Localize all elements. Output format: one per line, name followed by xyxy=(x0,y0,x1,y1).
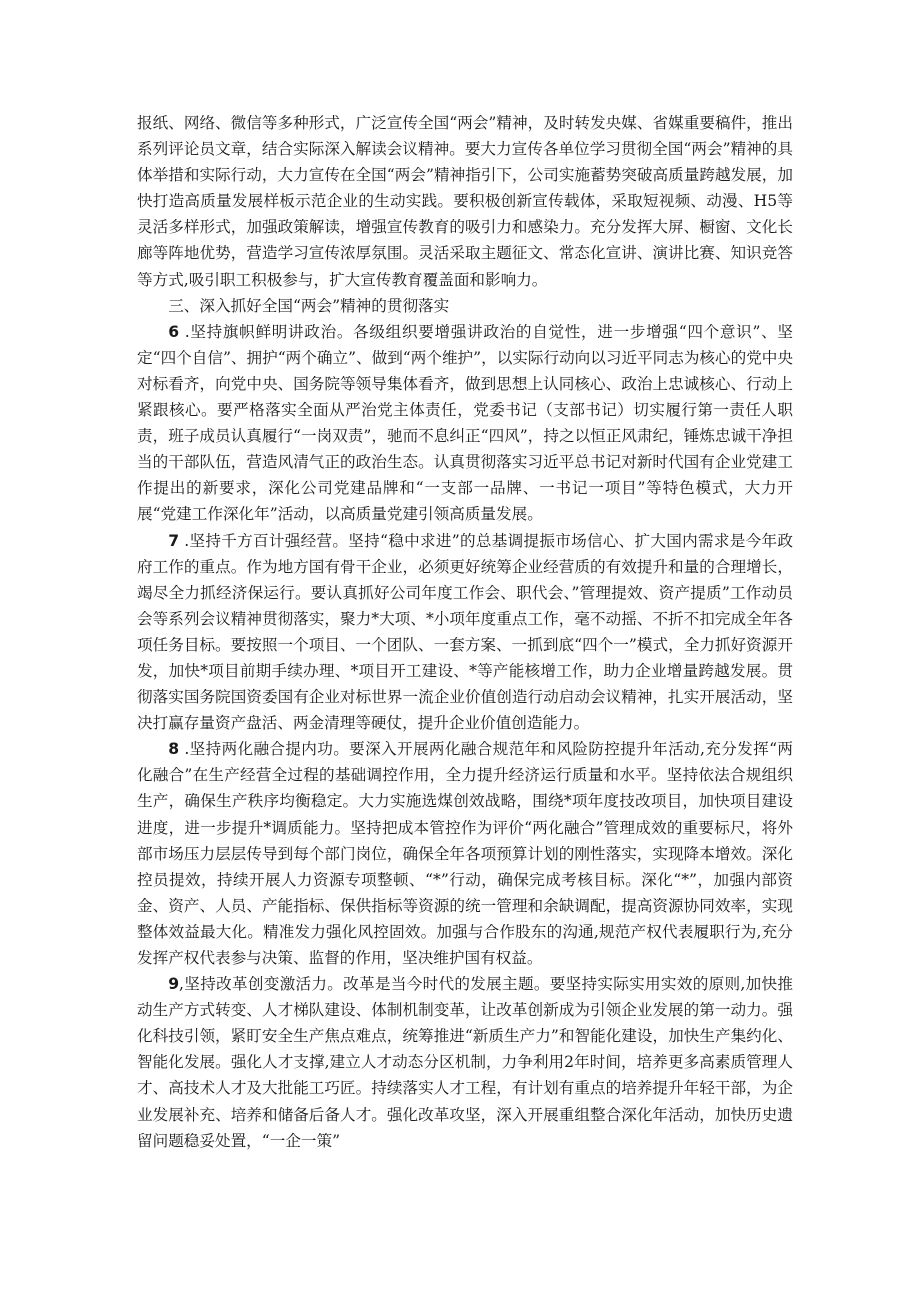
item-number-punct: . xyxy=(179,740,190,759)
item-number-punct: . xyxy=(179,531,190,550)
item-number-punct: , xyxy=(179,975,185,994)
list-item-7 xyxy=(137,528,793,737)
item-number: 9 xyxy=(168,975,180,994)
item-number-punct: . xyxy=(179,322,190,341)
item-text: 坚持两化融合提内功。要深入开展两化融合规范年和风险防控提升年活动,充分发挥“两化融合”在生产经营全过程的基础调控作用，全力提升经济运行质量和水平。坚持依法合规组织生产，确保生产秩序均衡稳定。大力实施选煤创效战略，围绕*项年度技改项目，加快项目建设进度，进一步提升*调质能力。坚持把成本管控作为评价“两化融合”管理成效的重要标尺，将外部市场压力层层传导到每个部门岗位，确保全年各项预算计划的刚性落实，实现降本增效。深化控员提效，持续开展人力资源专项整顿、“*”行动，确保完成考核目标。深化“*”，加强内部资金、资产、人员、产能指标、保供指标等资源的统一管理和余缺调配，提高资源协同效率，实现整体效益最大化。精准发力强化风控固效。加强与合作股东的沟通,规范产权代表履职行为,充分发挥产权代表参与决策、监督的作用，坚决维护国有权益。 xyxy=(137,740,793,967)
section-heading: 三、深入抓好全国“两会”精神的贯彻落实 xyxy=(168,296,450,315)
paragraph-continuation: 报纸、网络、微信等多种形式，广泛宣传全国“两会”精神，及时转发央媒、省媒重要稿件，推出系列评论员文章，结合实际深入解读会议精神。要大力宣传各单位学习贯彻全国“两会”精神的具体举措和实际行动，大力宣传在全国“两会”精神指引下，公司实施蓄势突破高质量跨越发展，加快打造高质量发展样板示范企业的生动实践。要积极创新宣传载体，采取短视频、动漫、H5等灵活多样形式，加强政策解读，增强宣传教育的吸引力和感染力。充分发挥大屏、橱窗、文化长廊等阵地优势，营造学习宣传浓厚氛围。灵活采取主题征文、常态化宣讲、演讲比赛、知识竞答等方式,吸引职工积极参与，扩大宣传教育覆盖面和影响力。 xyxy=(137,114,793,289)
item-text: 坚持千方百计强经营。坚持“稳中求进”的总基调提振市场信心、扩大国内需求是今年政府工作的重点。作为地方国有骨干企业，必须更好统筹企业经营质的有效提升和量的合理增长，竭尽全力抓经济保运行。要认真抓好公司年度工作会、职代会、”管理提效、资产提质”工作动员会等系列会议精神贯彻落实，聚力*大项、*小项年度重点工作，毫不动摇、不折不扣完成全年各项任务目标。要按照一个项目、一个团队、一套方案、一抓到底“四个一”模式，全力抓好资源开发，加快*项目前期手续办理、*项目开工建设、*等产能核增工作，助力企业增量跨越发展。贯彻落实国务院国资委国有企业对标世界一流企业价值创造行动启动会议精神，扎实开展活动，坚决打赢存量资产盘活、两金清理等硬仗，提升企业价值创造能力。 xyxy=(137,531,793,733)
item-text: 坚持旗帜鲜明讲政治。各级组织要增强讲政治的自觉性，进一步增强“四个意识”、坚定“四个自信”、拥护“两个确立”、做到“两个维护”，以实际行动向以习近平同志为核心的党中央对标看齐，向党中央、国务院等领导集体看齐，做到思想上认同核心、政治上忠诚核心、行动上紧跟核心。要严格落实全面从严治党主体责任，党委书记（支部书记）切实履行第一责任人职责，班子成员认真履行“一岗双责”，驰而不息纠正“四风”，持之以恒正风肃纪，锤炼忠诚干净担当的干部队伍，营造风清气正的政治生态。认真贯彻落实习近平总书记对新时代国有企业党建工作提出的新要求，深化公司党建品牌和“一支部一品牌、一书记一项目”等特色模式，大力开展“党建工作深化年”活动，以高质量党建引领高质量发展。 xyxy=(137,322,793,524)
item-text: 坚持改革创变激活力。改革是当今时代的发展主题。要坚持实际实用实效的原则,加快推动生产方式转变、人才梯队建设、体制机制变革，让改革创新成为引领企业发展的第一动力。强化科技引领，紧盯安全生产焦点难点，统筹推进“新质生产力”和智能化建设，加快生产集约化、智能化发展。强化人才支撑,建立人才动态分区机制，力争利用2年时间，培养更多高素质管理人才、高技术人才及大批能工巧匠。持续落实人才工程，有计划有重点的培养提升年轻干部，为企业发展补充、培养和储备后备人才。强化改革攻坚，深入开展重组整合深化年活动，加快历史遗留问题稳妥处置，“一企一策” xyxy=(137,975,793,1150)
list-item-9 xyxy=(137,971,793,1154)
list-item-6 xyxy=(137,319,793,528)
list-item-8 xyxy=(137,736,793,971)
item-number: 7 xyxy=(168,531,180,550)
item-number: 8 xyxy=(168,740,180,759)
document-body xyxy=(137,110,793,1154)
item-number: 6 xyxy=(168,322,180,341)
